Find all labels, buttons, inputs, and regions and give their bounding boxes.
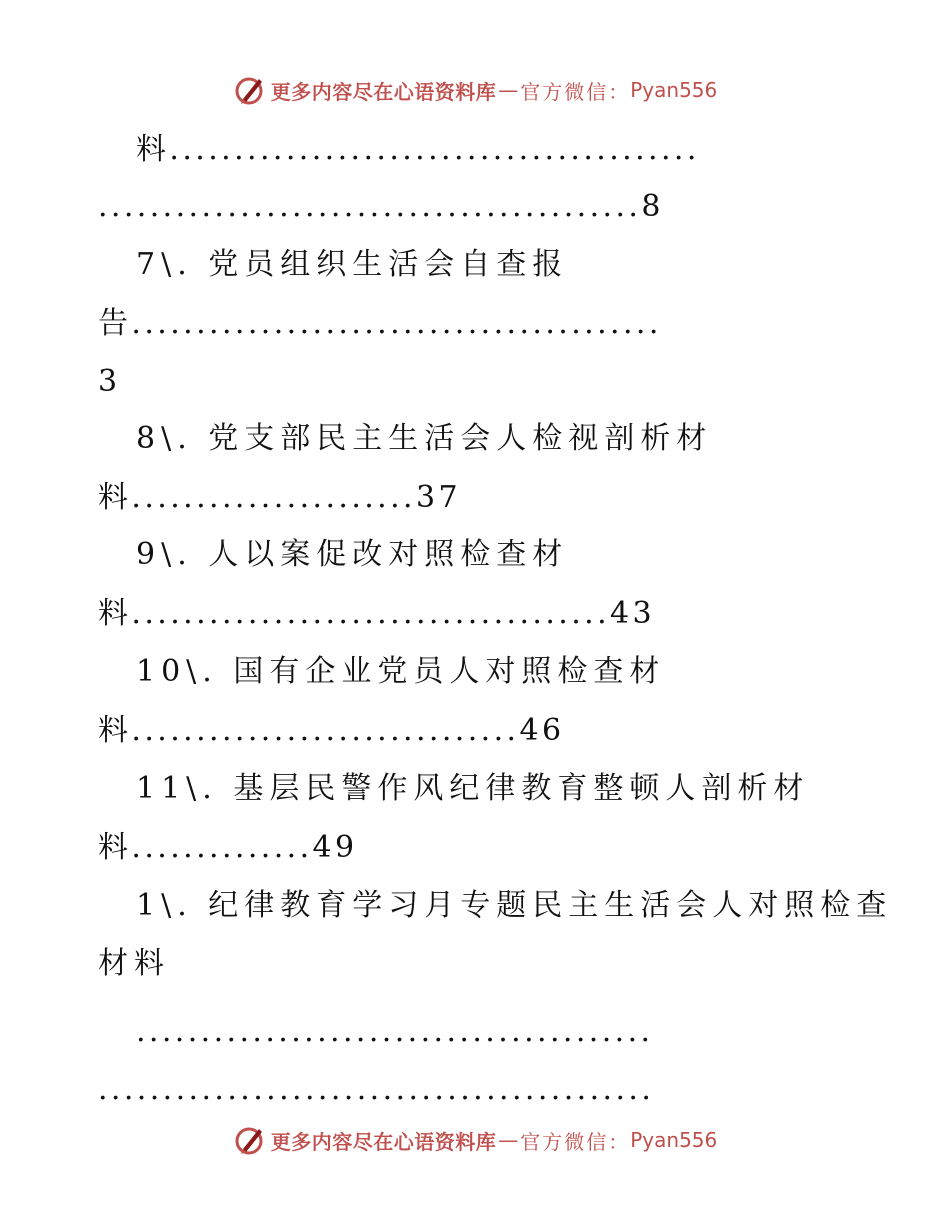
toc-line-page-8: ..........................................8: [98, 189, 664, 224]
toc-entry-11-title: 11\. 基层民警作风纪律教育整顿人剖析材: [136, 771, 810, 806]
banner-wechat-id: Pyan556: [630, 78, 718, 102]
pen-circle-logo-icon: [233, 73, 267, 107]
banner-official-label: 官方微信：: [520, 79, 631, 104]
banner-dash: —: [498, 78, 519, 102]
banner-site-text: 更多内容尽在心语资料库: [270, 1129, 497, 1154]
toc-entry-8-title: 8\. 党支部民主生活会人检视剖析材: [136, 421, 713, 456]
toc-dots-line: ........................................: [136, 1014, 654, 1049]
toc-entry-7-page: 3: [98, 364, 120, 399]
footer-watermark-banner: [0, 1120, 950, 1160]
banner-official-label: 官方微信：: [520, 1129, 631, 1154]
toc-entry-9-leader: 料.....................................43: [98, 596, 656, 631]
pen-circle-logo-icon: [233, 1123, 267, 1157]
toc-line-continuation: 料.........................................: [136, 132, 700, 167]
toc-entry-11-leader: 料..............49: [98, 830, 358, 865]
toc-entry-7-title: 7\. 党员组织生活会自查报: [136, 247, 569, 282]
toc-entry-10-title: 10\. 国有企业党员人对照检查材: [136, 654, 666, 689]
toc-dots-line: ...........................................: [98, 1072, 655, 1107]
banner-wechat-id: Pyan556: [630, 1128, 718, 1152]
toc-entry-1-title-cont: 材料: [98, 946, 170, 981]
toc-entry-10-leader: 料..............................46: [98, 713, 565, 748]
banner-dash: —: [498, 1128, 519, 1152]
banner-site-text: 更多内容尽在心语资料库: [270, 79, 497, 104]
toc-entry-8-leader: 料......................37: [98, 480, 461, 515]
toc-entry-7-leader: 告.........................................: [98, 306, 662, 341]
toc-entry-9-title: 9\. 人以案促改对照检查材: [136, 537, 569, 572]
toc-entry-1-title: 1\. 纪律教育学习月专题民主生活会人对照检查: [136, 888, 893, 923]
header-watermark-banner: [0, 70, 950, 110]
